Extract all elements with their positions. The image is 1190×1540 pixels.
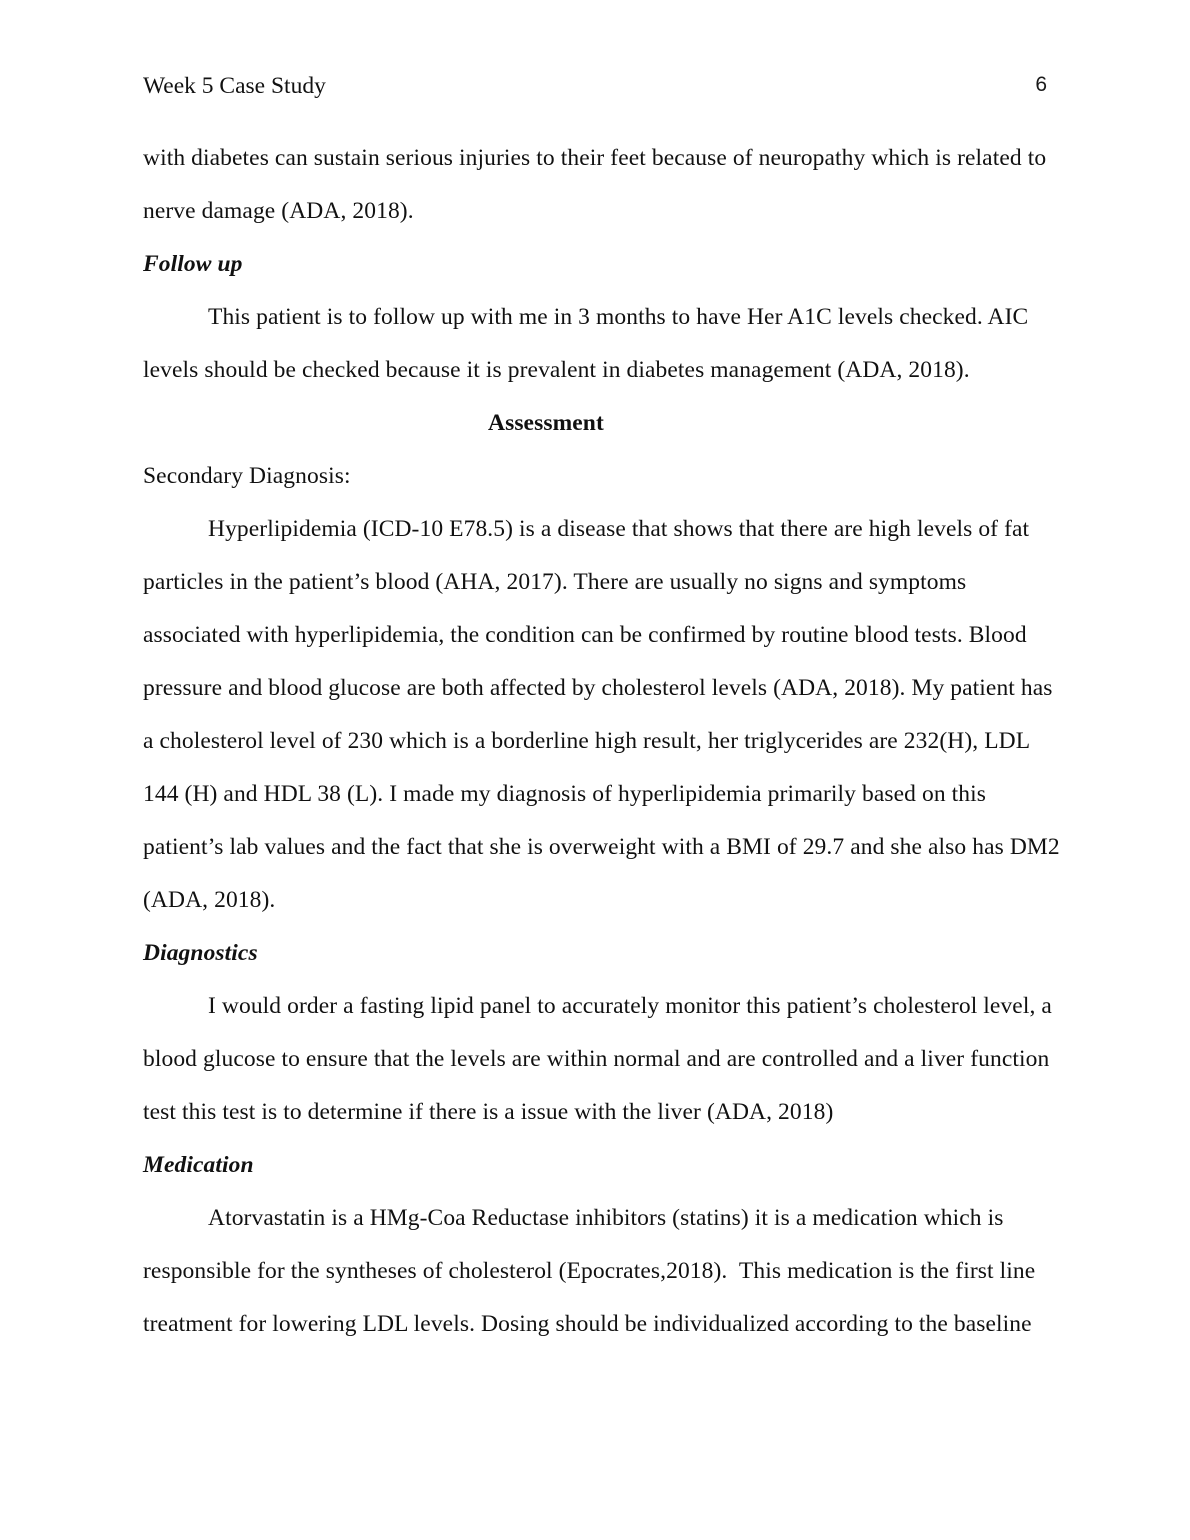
running-head-title: Week 5 Case Study (143, 73, 326, 99)
body-line: treatment for lowering LDL levels. Dosing should be individualized according to the baseline (143, 1311, 1032, 1337)
heading-follow-up: Follow up (143, 251, 243, 277)
body-line: with diabetes can sustain serious injuries to their feet because of neuropathy which is related to (143, 145, 1047, 171)
body-line: nerve damage (ADA, 2018). (143, 198, 414, 224)
body-line: Hyperlipidemia (ICD-10 E78.5) is a disease that shows that there are high levels of fat (208, 516, 1030, 542)
body-line: 144 (H) and HDL 38 (L). I made my diagnosis of hyperlipidemia primarily based on this (143, 781, 987, 807)
body-line: associated with hyperlipidemia, the condition can be confirmed by routine blood tests. Blood (143, 622, 1027, 648)
body-line: (ADA, 2018). (143, 887, 276, 913)
body-line: test this test is to determine if there is a issue with the liver (ADA, 2018) (143, 1099, 834, 1125)
body-line: particles in the patient’s blood (AHA, 2017). There are usually no signs and symptoms (143, 569, 967, 595)
body-line: a cholesterol level of 230 which is a borderline high result, her triglycerides are 232(H), LDL (143, 728, 1031, 754)
document-body (143, 132, 1060, 1351)
body-line: This patient is to follow up with me in 3 months to have Her A1C levels checked. AIC (208, 304, 1029, 330)
heading-medication: Medication (143, 1152, 254, 1178)
body-line: patient’s lab values and the fact that she is overweight with a BMI of 29.7 and she also has DM2 (143, 834, 1060, 860)
body-line: pressure and blood glucose are both affected by cholesterol levels (ADA, 2018). My patient has (143, 675, 1053, 701)
body-line: I would order a fasting lipid panel to accurately monitor this patient’s cholesterol level, a (208, 993, 1052, 1019)
body-line: Atorvastatin is a HMg-Coa Reductase inhibitors (statins) it is a medication which is (208, 1205, 1004, 1231)
body-line: levels should be checked because it is prevalent in diabetes management (ADA, 2018). (143, 357, 970, 383)
body-line: blood glucose to ensure that the levels are within normal and are controlled and a liver function (143, 1046, 1050, 1072)
page-number: 6 (1035, 73, 1047, 96)
label-secondary-diagnosis: Secondary Diagnosis: (143, 463, 351, 489)
body-line: responsible for the syntheses of cholesterol (Epocrates,2018). This medication is the first line (143, 1258, 1036, 1284)
heading-diagnostics: Diagnostics (143, 940, 258, 966)
heading-assessment: Assessment (488, 410, 604, 436)
